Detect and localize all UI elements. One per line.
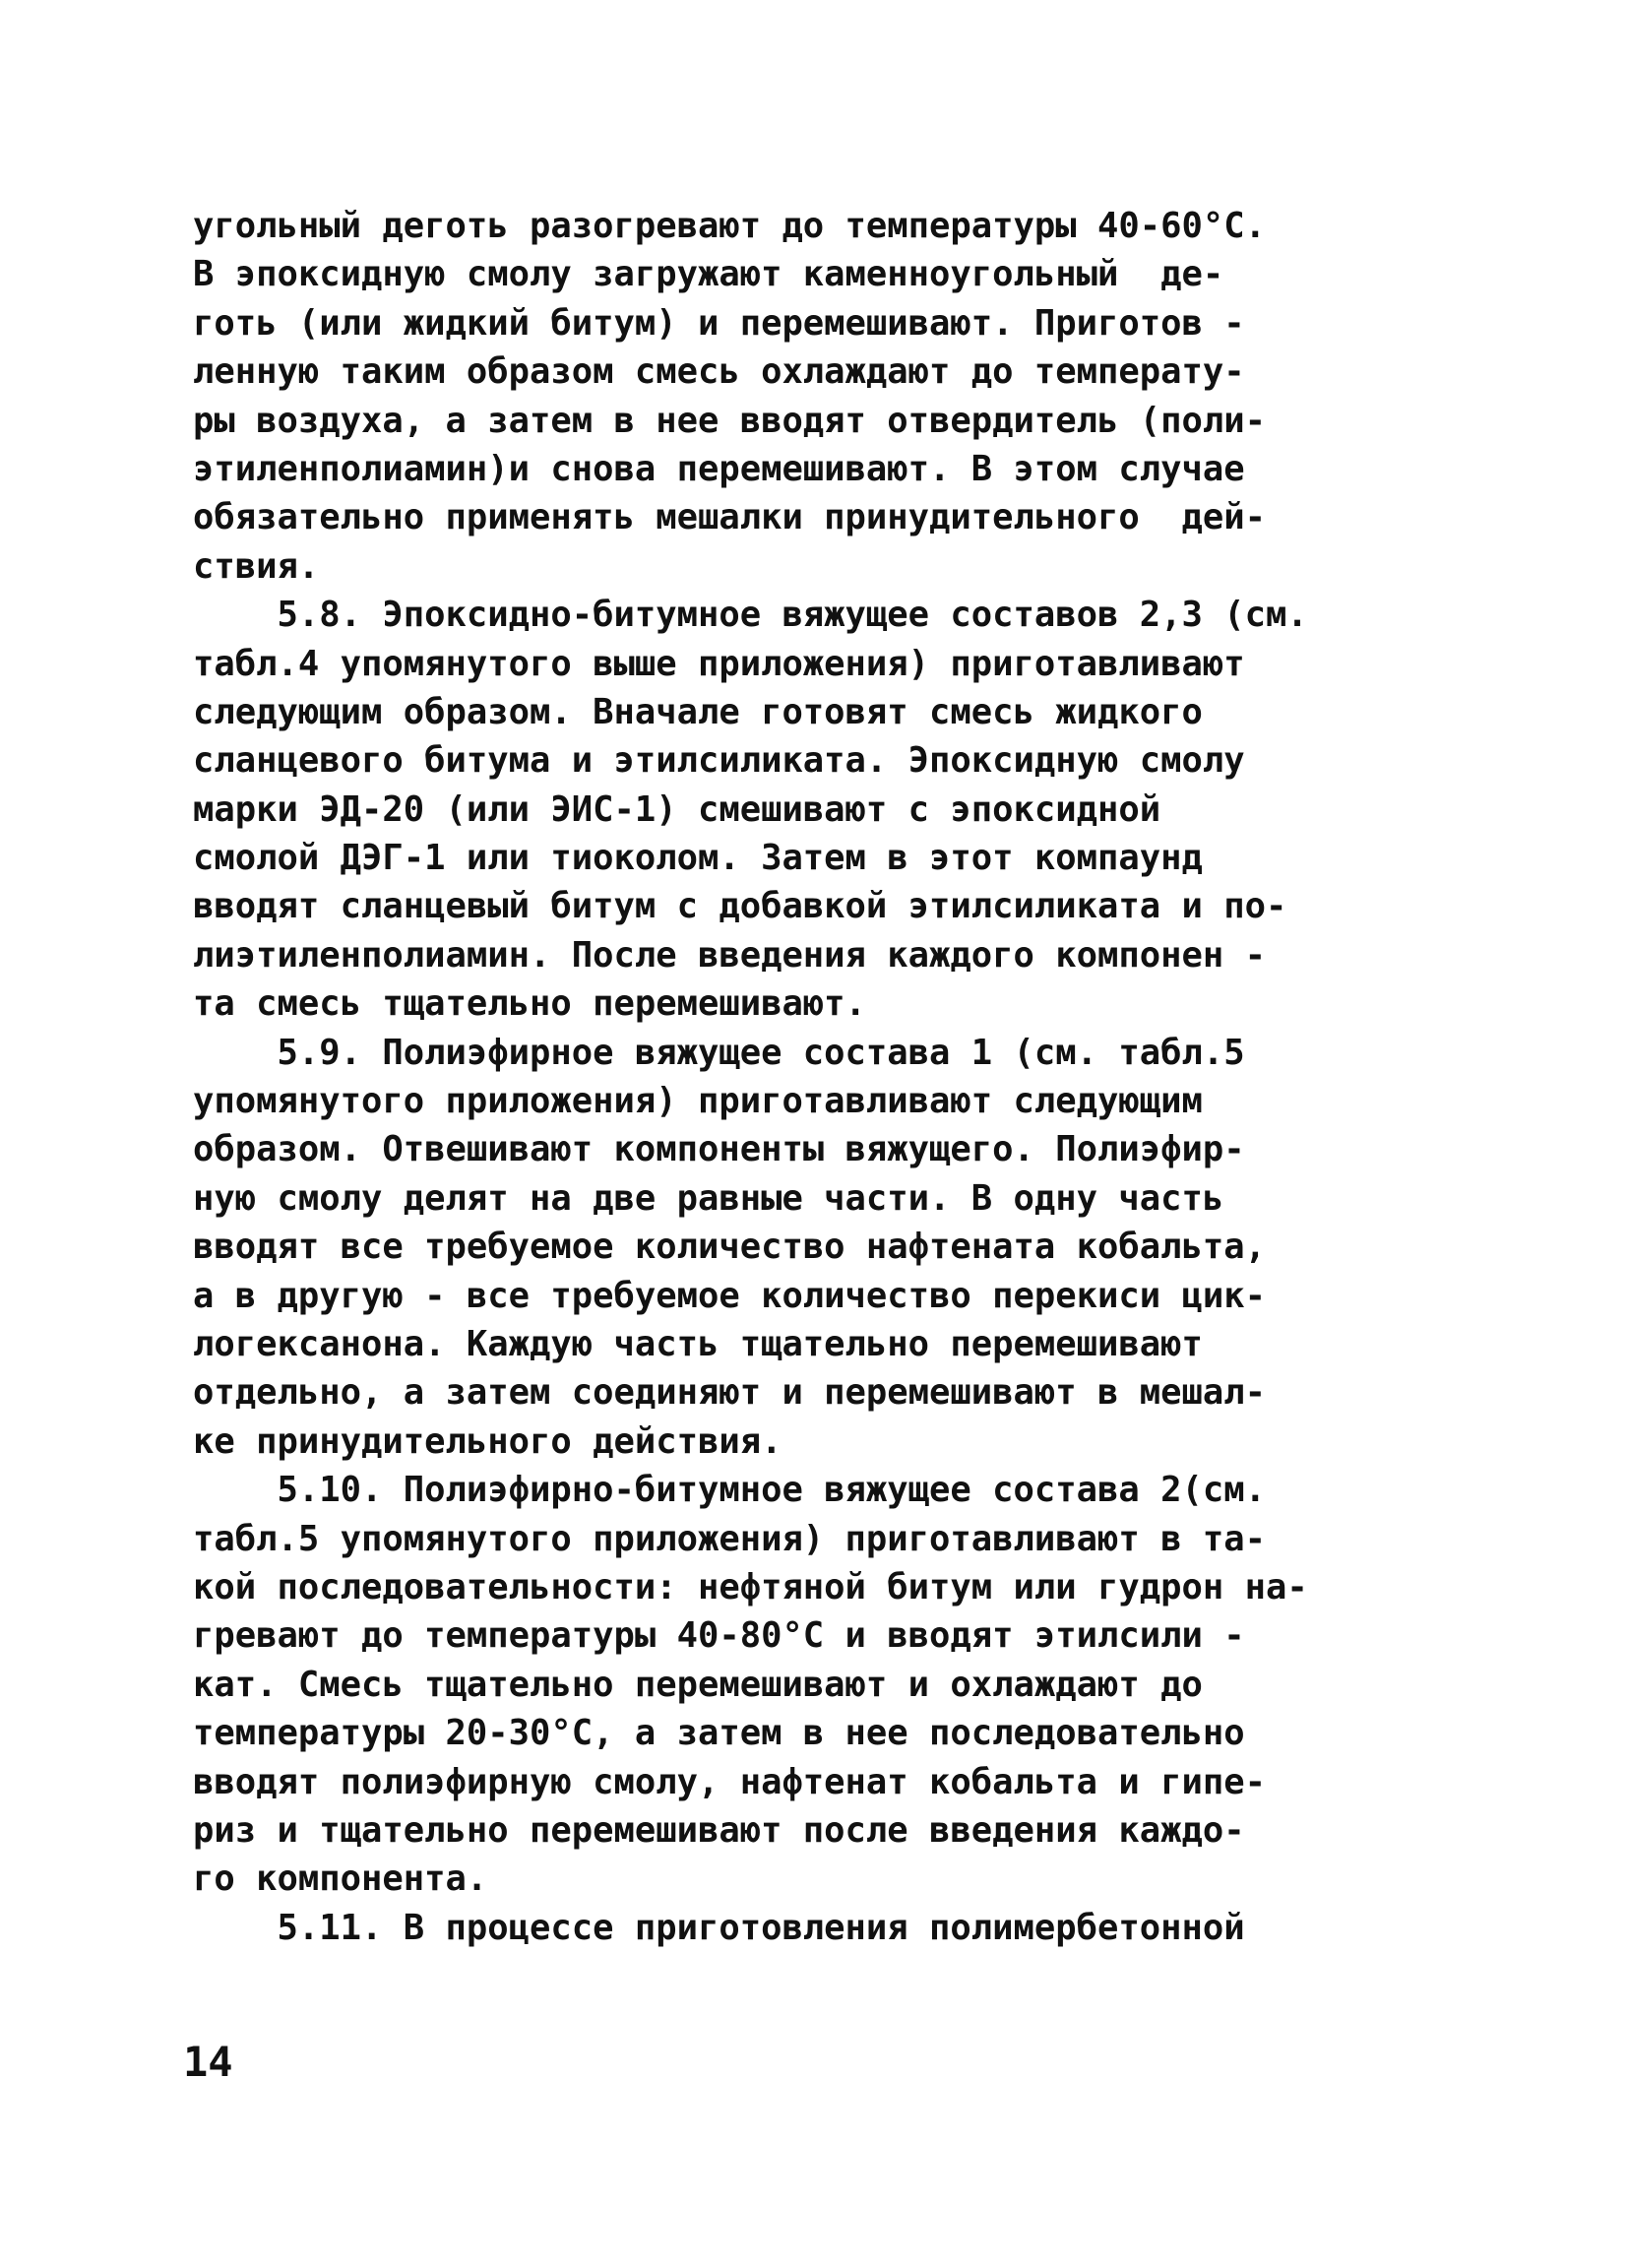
text-line: упомянутого приложения) приготавливают следующим xyxy=(193,1081,1203,1122)
text-line: лиэтиленполиамин. После введения каждого компонен - xyxy=(193,934,1267,976)
text-line: отдельно, а затем соединяют и перемешивают в мешал- xyxy=(193,1372,1267,1414)
page-number: 14 xyxy=(183,2038,233,2086)
text-line: следующим образом. Вначале готовят смесь жидкого xyxy=(193,691,1203,732)
text-line: гревают до температуры 40-80°С и вводят этилсили - xyxy=(193,1615,1245,1657)
text-line: ке принудительного действия. xyxy=(193,1420,782,1462)
text-line: марки ЭД-20 (или ЭИС-1) смешивают с эпоксидной xyxy=(193,788,1161,830)
body-text xyxy=(193,202,1443,1952)
text-line: а в другую - все требуемое количество перекиси цик- xyxy=(193,1275,1267,1316)
section-5-8-start: 5.8. Эпоксидно-битумное вяжущее составов 2,3 (см. xyxy=(193,595,1308,636)
text-line: готь (или жидкий битум) и перемешивают. Приготов - xyxy=(193,302,1245,344)
text-line: кат. Смесь тщательно перемешивают и охлаждают до xyxy=(193,1664,1203,1705)
text-line: вводят все требуемое количество нафтената кобальта, xyxy=(193,1227,1267,1268)
text-line: В эпоксидную смолу загружают каменноугольный де- xyxy=(193,254,1224,295)
section-5-10-start: 5.10. Полиэфирно-битумное вяжущее состава 2(см. xyxy=(193,1470,1267,1511)
text-line: этиленполиамин)и снова перемешивают. В этом случае xyxy=(193,448,1245,489)
text-line: сланцевого битума и этилсиликата. Эпоксидную смолу xyxy=(193,740,1245,782)
section-5-11-start: 5.11. В процессе приготовления полимербетонной xyxy=(193,1907,1245,1948)
text-line: вводят полиэфирную смолу, нафтенат кобальта и гипе- xyxy=(193,1761,1267,1802)
text-line: угольный деготь разогревают до температуры 40-60°С. xyxy=(193,206,1267,246)
text-line: вводят сланцевый битум с добавкой этилсиликата и по- xyxy=(193,886,1287,927)
text-line: та смесь тщательно перемешивают. xyxy=(193,983,866,1025)
text-line: табл.5 упомянутого приложения) приготавливают в та- xyxy=(193,1518,1267,1559)
text-line: ную смолу делят на две равные части. В одну часть xyxy=(193,1177,1224,1219)
text-line: табл.4 упомянутого выше приложения) приготавливают xyxy=(193,643,1245,684)
text-line: кой последовательности: нефтяной битум или гудрон на- xyxy=(193,1566,1308,1607)
text-line: ры воздуха, а затем в нее вводят отвердитель (поли- xyxy=(193,400,1267,441)
text-line: ленную таким образом смесь охлаждают до температу- xyxy=(193,351,1245,393)
text-line: ствия. xyxy=(193,545,320,587)
text-line: логексанона. Каждую часть тщательно перемешивают xyxy=(193,1323,1203,1364)
text-line: смолой ДЭГ-1 или тиоколом. Затем в этот компаунд xyxy=(193,838,1203,879)
text-line: обязательно применять мешалки принудительного дей- xyxy=(193,497,1267,538)
text-line: температуры 20-30°С, а затем в нее последовательно xyxy=(193,1713,1245,1754)
section-5-9-start: 5.9. Полиэфирное вяжущее состава 1 (см. табл.5 xyxy=(193,1032,1245,1073)
text-line: риз и тщательно перемешивают после введения каждо- xyxy=(193,1809,1245,1851)
text-line: го компонента. xyxy=(193,1858,488,1900)
text-line: образом. Отвешивают компоненты вяжущего. Полиэфир- xyxy=(193,1129,1245,1170)
